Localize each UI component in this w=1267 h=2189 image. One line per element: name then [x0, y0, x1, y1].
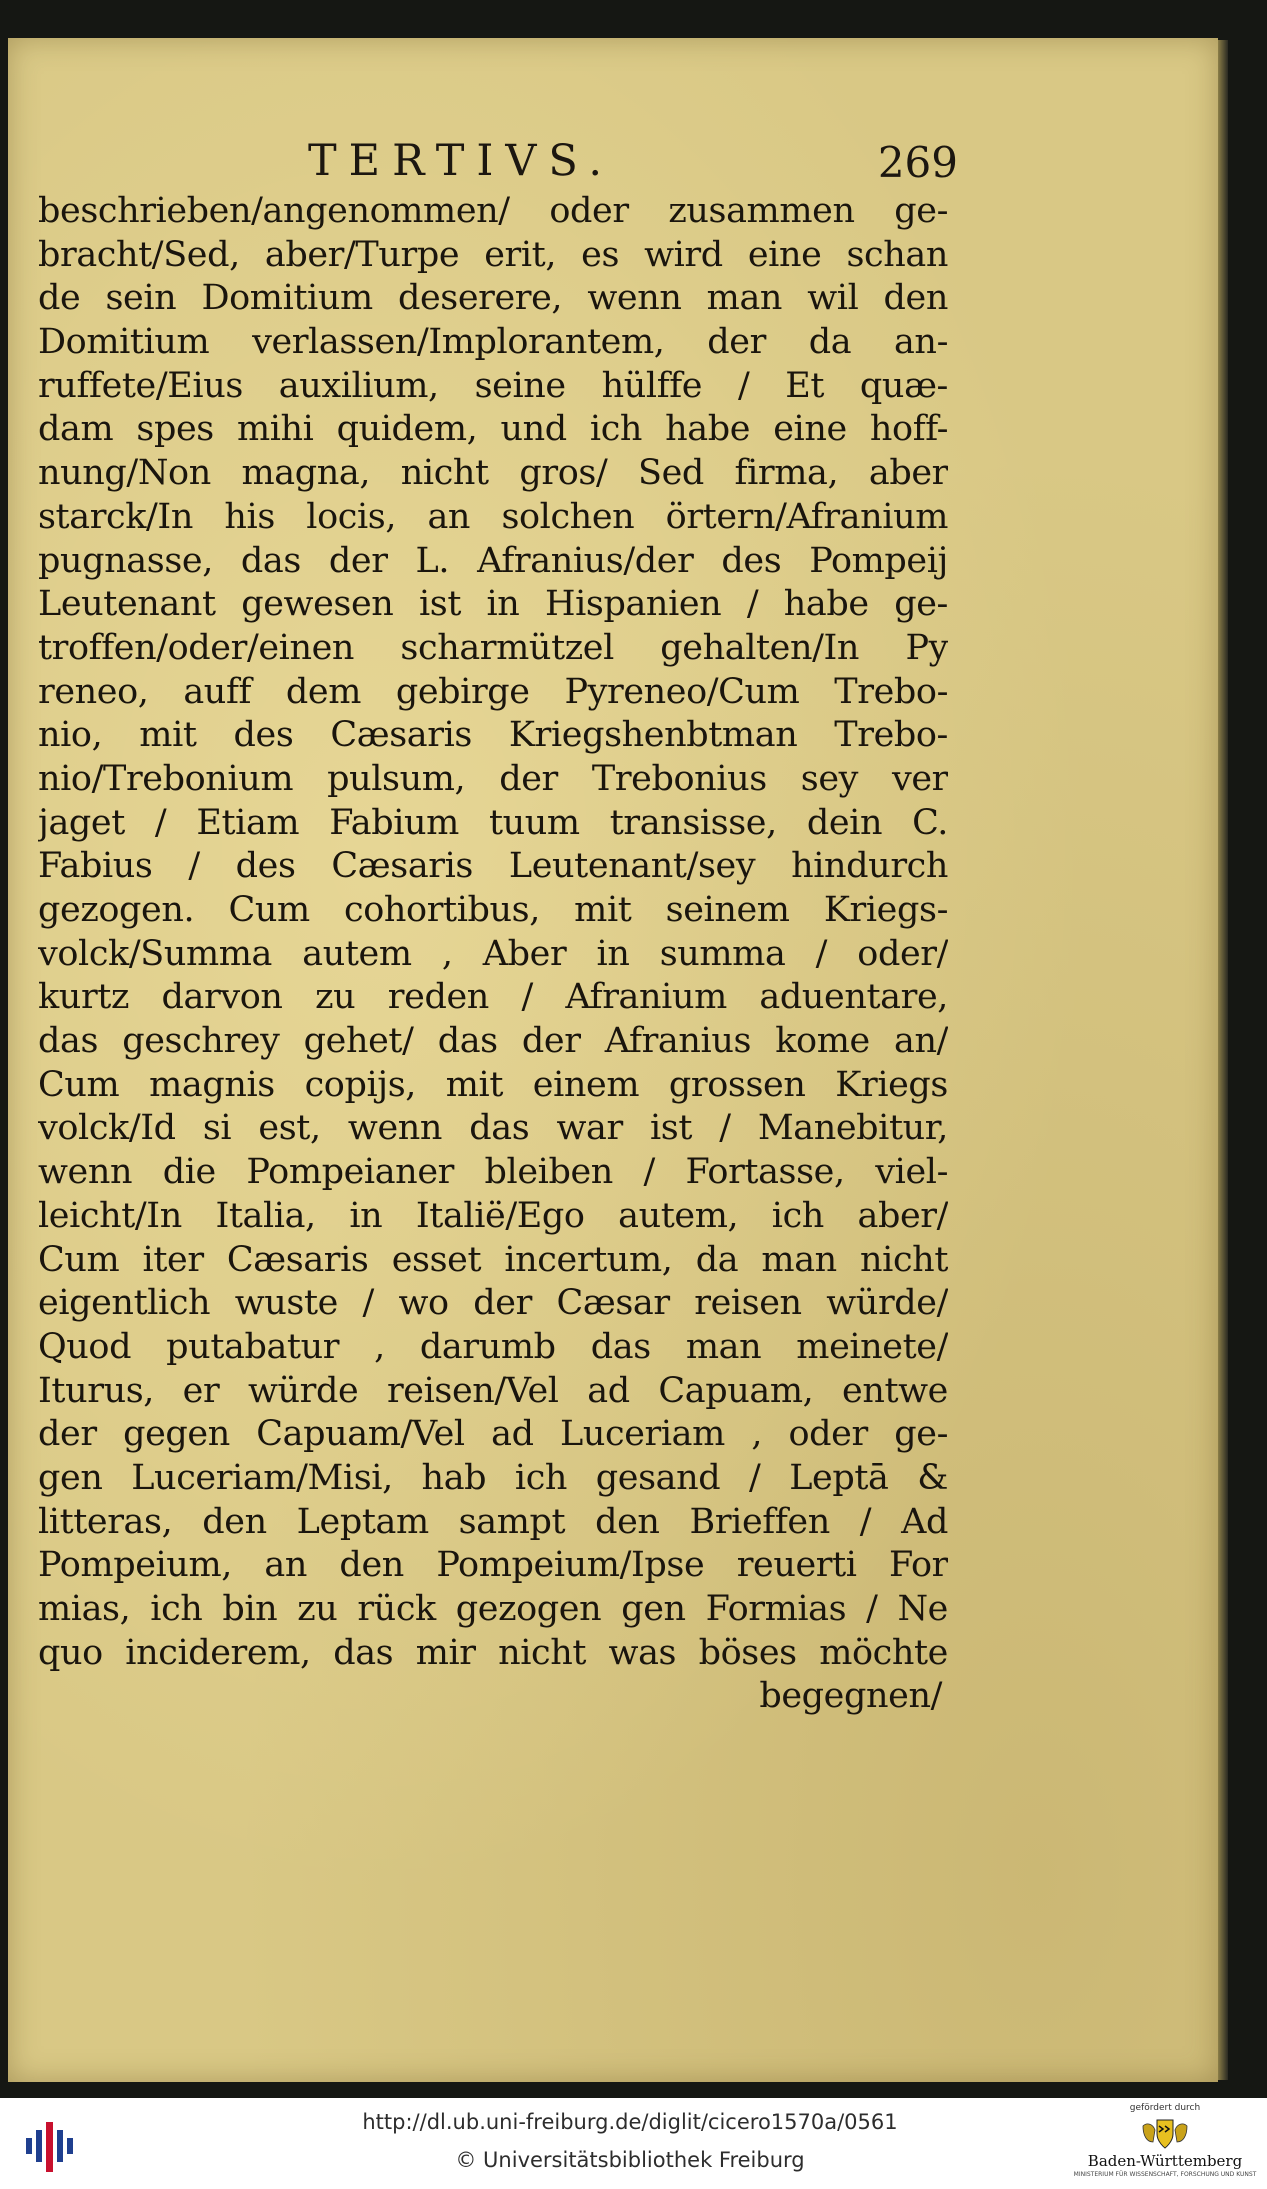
body-text — [38, 190, 948, 1719]
text-line: de sein Domitium deserere, wenn man wil den — [38, 278, 948, 319]
text-line: nio, mit des Cæsaris Kriegshenbtman Trebo- — [38, 715, 948, 756]
permalink-url[interactable]: http://dl.ub.uni-freiburg.de/diglit/cicero1570a/0561 — [362, 2110, 898, 2134]
text-line: leicht/In Italia, in Italië/Ego autem, ich aber/ — [38, 1195, 948, 1236]
footer-bar — [0, 2098, 1267, 2189]
text-line: litteras, den Leptam sampt den Brieffen / Ad — [38, 1501, 948, 1542]
text-line: gezogen. Cum cohortibus, mit seinem Kriegs- — [38, 890, 948, 930]
text-line: Pompeium, an den Pompeium/Ipse reuerti For — [38, 1545, 948, 1586]
text-line: Domitium verlassen/Implorantem, der da an- — [38, 322, 948, 363]
text-line: beschrieben/angenommen/ oder zusammen ge- — [38, 191, 948, 231]
text-line: volck/Summa autem , Aber in summa / oder/ — [38, 933, 948, 974]
text-line: dam spes mihi quidem, und ich habe eine hoff- — [38, 409, 948, 450]
sponsor-label: gefördert durch — [1129, 2103, 1201, 2113]
text-line: gen Luceriam/Misi, hab ich gesand / Leptā & — [38, 1457, 948, 1498]
book-page — [8, 38, 1218, 2082]
text-line: mias, ich bin zu rück gezogen gen Formias / Ne — [38, 1589, 948, 1629]
page-header — [308, 136, 958, 198]
sponsor-block — [1070, 2102, 1260, 2186]
text-line: eigentlich wuste / wo der Cæsar reisen würde/ — [38, 1283, 948, 1324]
text-line: starck/In his locis, an solchen örtern/Afranium — [38, 496, 948, 537]
running-head: TERTIVS. — [308, 136, 615, 186]
catchword-line: begegnen/ — [759, 1676, 942, 1717]
text-line: nio/Trebonium pulsum, der Trebonius sey ver — [38, 758, 948, 799]
copyright-notice: © Universitätsbibliothek Freiburg — [455, 2148, 805, 2172]
text-line: pugnasse, das der L. Afranius/der des Pompeij — [38, 540, 948, 581]
text-line: nung/Non magna, nicht gros/ Sed firma, aber — [38, 453, 948, 494]
text-line: jaget / Etiam Fabium tuum transisse, dein C. — [38, 802, 948, 843]
text-line: Fabius / des Cæsaris Leutenant/sey hindurch — [38, 846, 948, 887]
text-line: der gegen Capuam/Vel ad Luceriam , oder ge- — [38, 1414, 948, 1455]
text-line: ruffete/Eius auxilium, seine hülffe / Et quæ- — [38, 365, 948, 406]
text-line: Leutenant gewesen ist in Hispanien / habe ge- — [38, 584, 948, 625]
text-line: Iturus, er würde reisen/Vel ad Capuam, entwe — [38, 1370, 948, 1411]
sponsor-ministry: MINISTERIUM FÜR WISSENSCHAFT, FORSCHUNG UND KUNST — [1073, 2171, 1257, 2178]
sponsor-name: Baden-Württemberg — [1087, 2152, 1243, 2170]
text-line: wenn die Pompeianer bleiben / Fortasse, viel- — [38, 1152, 948, 1193]
text-line: troffen/oder/einen scharmützel gehalten/In Py — [38, 627, 948, 668]
page-number: 269 — [877, 138, 958, 187]
text-line: das geschrey gehet/ das der Afranius kome an/ — [38, 1021, 948, 1062]
text-line: Cum magnis copijs, mit einem grossen Kriegs — [38, 1064, 948, 1105]
text-line: quo inciderem, das mir nicht was böses möchte — [38, 1632, 948, 1673]
text-line: bracht/Sed, aber/Turpe erit, es wird eine schan — [38, 234, 948, 275]
university-library-logo-icon[interactable] — [22, 2116, 82, 2176]
text-line: reneo, auff dem gebirge Pyreneo/Cum Trebo- — [38, 671, 948, 712]
text-line: Quod putabatur , darumb das man meinete/ — [38, 1326, 948, 1367]
coat-of-arms-icon — [1135, 2116, 1195, 2152]
text-line: volck/Id si est, wenn das war ist / Manebitur, — [38, 1108, 948, 1149]
text-line: kurtz darvon zu reden / Afranium aduentare, — [38, 977, 948, 1018]
text-line: Cum iter Cæsaris esset incertum, da man nicht — [38, 1239, 948, 1280]
